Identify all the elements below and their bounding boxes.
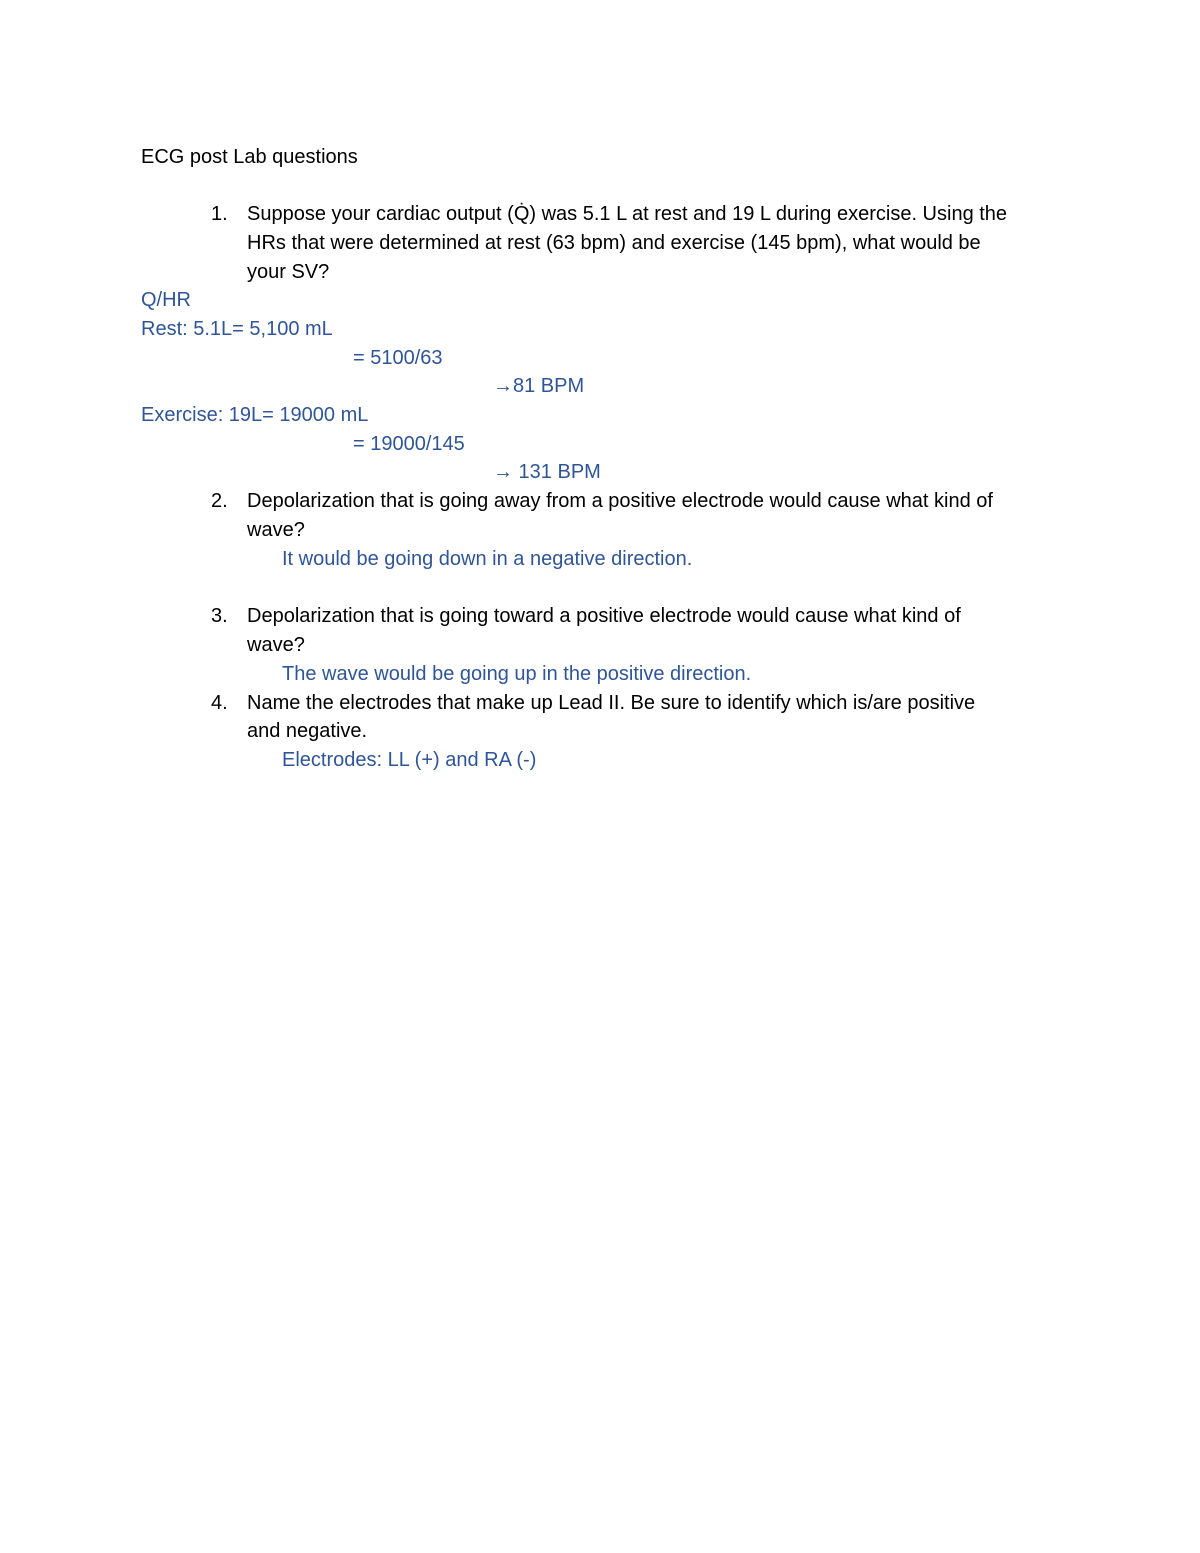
question-4-line-1: Name the electrodes that make up Lead II. Be sure to identify which is/are positive <box>247 692 976 714</box>
exercise-calculation: = 19000/145 <box>353 433 465 455</box>
question-2-line-1: Depolarization that is going away from a positive electrode would cause what kind of <box>247 490 993 512</box>
question-4-number: 4. <box>211 692 228 714</box>
question-4-answer: Electrodes: LL (+) and RA (-) <box>282 749 537 771</box>
rest-calculation: = 5100/63 <box>353 347 443 369</box>
question-2-line-2: wave? <box>247 519 305 541</box>
question-2-answer: It would be going down in a negative direction. <box>282 548 693 570</box>
rest-conversion: Rest: 5.1L= 5,100 mL <box>141 318 333 340</box>
question-3-answer: The wave would be going up in the positive direction. <box>282 663 752 685</box>
question-1-line-1: Suppose your cardiac output (Q̇) was 5.1 L at rest and 19 L during exercise. Using the <box>247 203 1008 225</box>
question-1-line-3: your SV? <box>247 261 330 283</box>
exercise-result: → 131 BPM <box>493 461 601 483</box>
question-3-line-2: wave? <box>247 634 305 656</box>
question-1-number: 1. <box>211 203 228 225</box>
question-2-number: 2. <box>211 490 228 512</box>
rest-result: →81 BPM <box>493 375 585 397</box>
document-title: ECG post Lab questions <box>141 146 358 168</box>
formula-text: Q/HR <box>141 289 191 311</box>
exercise-conversion: Exercise: 19L= 19000 mL <box>141 404 369 426</box>
question-3-line-1: Depolarization that is going toward a positive electrode would cause what kind of <box>247 605 961 627</box>
question-4-line-2: and negative. <box>247 720 368 742</box>
question-3-number: 3. <box>211 605 228 627</box>
question-1-line-2: HRs that were determined at rest (63 bpm) and exercise (145 bpm), what would be <box>247 232 981 254</box>
